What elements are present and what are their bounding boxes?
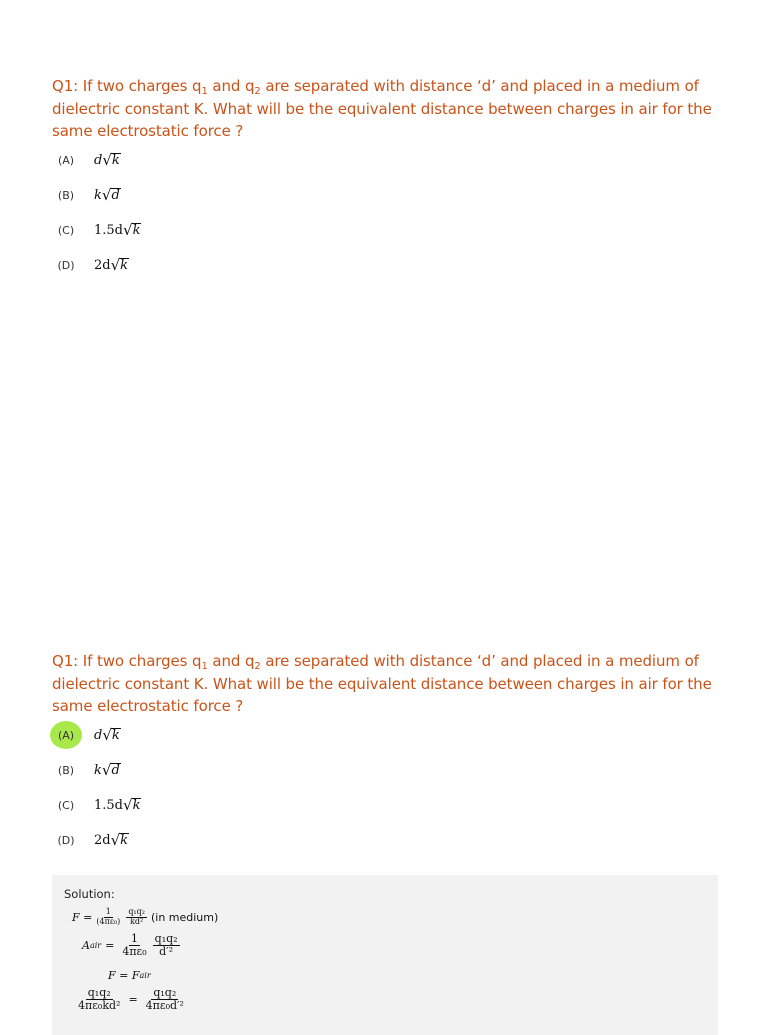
option-label: (A)	[57, 153, 75, 167]
option-label: (B)	[57, 763, 75, 777]
question-2-text: Q1: If two charges $q_1$ and $q_2$ are separated with distance ‘d’ and placed in a medium of dielectric constant K. What will be the equivalent distance between charges in air for the same electrostatic force ?	[52, 652, 712, 715]
question-2	[52, 650, 722, 849]
solution-equation-2: A air = $\frac{1}{\text{4πε₀}}$ $\frac{\text{q₁q₂}}{\text{d′²}}$	[82, 932, 178, 959]
option-label: (B)	[57, 188, 75, 202]
solution-equation-1: F = $\frac{1}{\text{(4πε₀)}}$ $\frac{\text{q₁q₂}}{\text{kd²}}$ (in medium)	[72, 907, 219, 926]
question-1-text: Q1: If two charges $q_1$ and $q_2$ are separated with distance ‘d’ and placed in a medium of dielectric constant K. What will be the equivalent distance between charges in air for the same electrostatic force ?	[52, 77, 712, 140]
option-label: (D)	[57, 258, 75, 272]
option-label: (D)	[57, 833, 75, 847]
question-1	[52, 75, 722, 274]
option-c[interactable]	[52, 218, 141, 242]
option-label: (C)	[57, 223, 75, 237]
option-d[interactable]	[52, 828, 129, 852]
solution-equation-3: F = F air	[108, 969, 151, 982]
option-b[interactable]	[52, 183, 121, 207]
option-math: k √ d	[94, 760, 120, 779]
option-math: d √ k	[94, 150, 120, 169]
option-math: k √ d	[94, 185, 120, 204]
option-a[interactable]	[52, 148, 121, 172]
option-label: (C)	[57, 798, 75, 812]
option-math: 2d √ k	[94, 830, 129, 849]
option-d[interactable]	[52, 253, 129, 277]
option-c[interactable]	[52, 793, 141, 817]
option-math: 1.5d √ k	[94, 220, 141, 239]
solution-panel	[52, 875, 718, 1035]
option-math: 1.5d √ k	[94, 795, 141, 814]
option-b[interactable]	[52, 758, 121, 782]
option-math: d √ k	[94, 725, 120, 744]
solution-equation-4: $\frac{\text{q₁q₂}}{\text{4πε₀kd²}}$ = $\frac{\text{q₁q₂}}{\text{4πε₀d′²}}$	[78, 986, 184, 1013]
option-a[interactable]	[52, 723, 121, 747]
option-math: 2d √ k	[94, 255, 129, 274]
option-label-selected: (A)	[50, 721, 82, 749]
solution-label: Solution:	[64, 887, 115, 901]
